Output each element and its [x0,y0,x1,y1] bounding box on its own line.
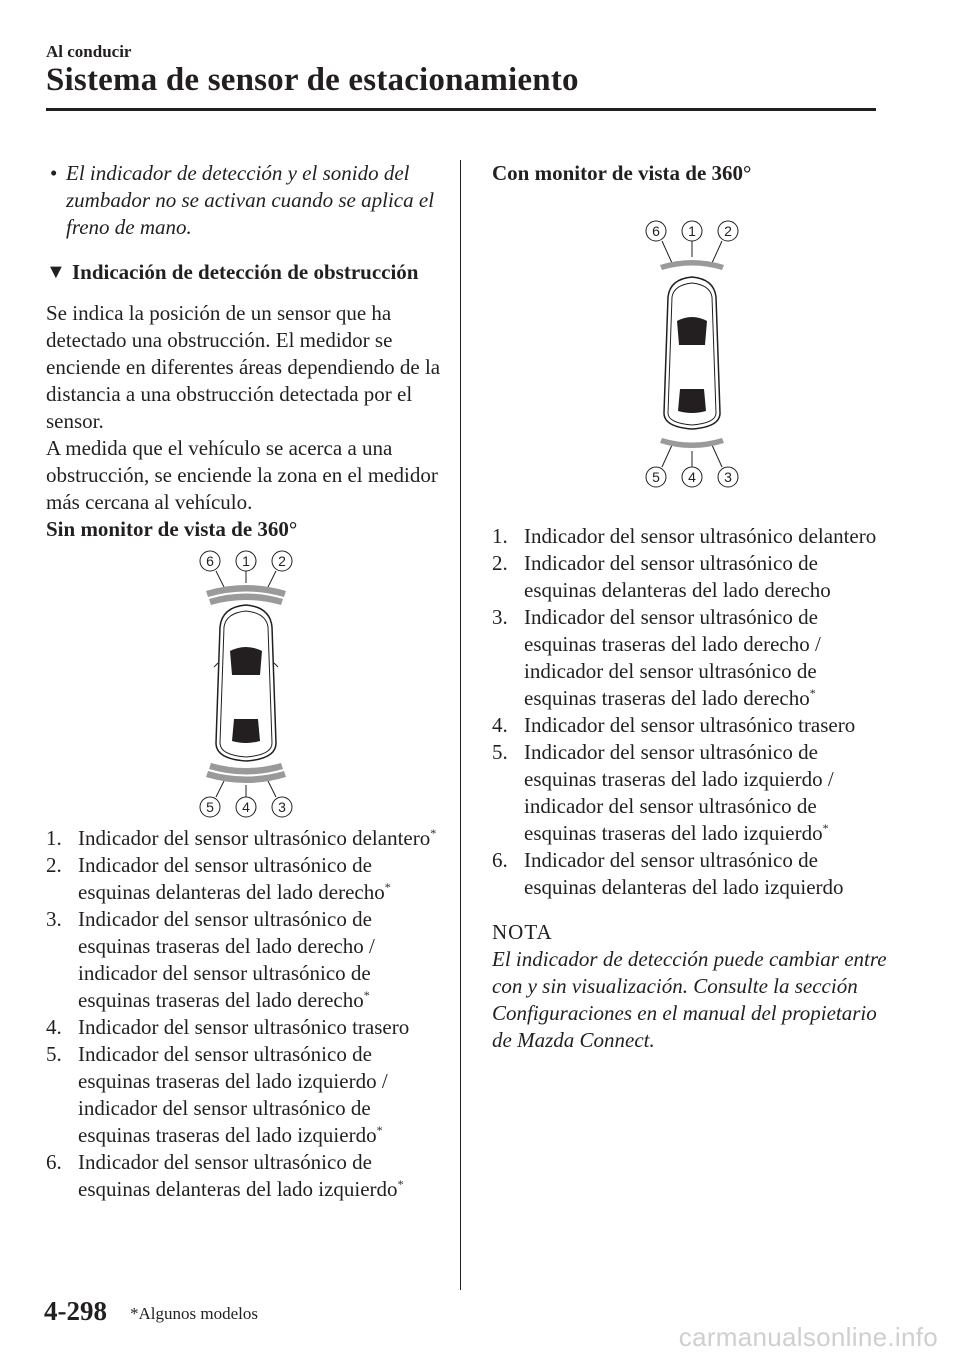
bullet-dot: • [50,161,58,185]
list-item [492,712,892,739]
figure-label: 6 [652,223,660,239]
figure-label: 2 [724,223,732,239]
list-item [46,852,446,906]
car-sensor-diagram-360 [622,213,762,495]
list-number: 4. [46,1015,62,1039]
list-text: Indicador del sensor ultrasónico de esquinas delanteras del lado derecho [78,853,385,904]
watermark: carmanualsonline.info [678,1322,938,1352]
list-text: Indicador del sensor ultrasónico delantero [78,826,431,850]
list-text: Indicador del sensor ultrasónico trasero [78,1015,410,1039]
title-rule [46,108,876,111]
note-heading: NOTA [492,920,553,944]
list-number: 5. [46,1042,62,1066]
list-text: Indicador del sensor ultrasónico delantero [524,524,877,548]
footnote-mark: * [376,1123,383,1137]
list-item [46,825,446,852]
list-text: Indicador del sensor ultrasónico de esquinas traseras del lado izquierdo / indicador del sensor ultrasónico de esquinas traseras del lado izquierdo [524,740,834,845]
list-item [492,523,892,550]
footnote-mark: * [384,880,391,894]
footnote: *Algunos modelos [130,1304,258,1323]
figure-label: 3 [724,469,732,485]
footnote-mark: * [430,826,437,840]
figure-label: 1 [688,223,696,239]
figure-heading: Con monitor de vista de 360° [492,161,752,185]
list-number: 3. [46,907,62,931]
note-text: El indicador de detección puede cambiar entre con y sin visualización. Consulte la sección Configuraciones en el manual del propietario de Mazda Connect. [492,947,887,1052]
page-number: 4-298 [44,1296,107,1326]
list-item [46,1041,446,1149]
figure-heading: Sin monitor de vista de 360° [46,517,298,541]
list-number: 1. [46,826,62,850]
list-text: Indicador del sensor ultrasónico de esquinas traseras del lado derecho / indicador del sensor ultrasónico de esquinas traseras del lado derecho [78,907,375,1012]
indicator-list [46,825,446,1203]
list-number: 6. [492,848,508,872]
list-item [46,1149,446,1203]
list-text: Indicador del sensor ultrasónico de esquinas traseras del lado derecho / indicador del sensor ultrasónico de esquinas traseras del lado derecho [524,605,821,710]
figure-label: 6 [206,553,214,569]
list-text: Indicador del sensor ultrasónico trasero [524,713,856,737]
list-number: 4. [492,713,508,737]
list-number: 5. [492,740,508,764]
right-column [492,160,892,1054]
list-item [492,604,892,712]
paragraph: Se indica la posición de un sensor que ha detectado una obstrucción. El medidor se enciende en diferentes áreas dependiendo de la distancia a una obstrucción detectada por el sensor. [46,301,441,433]
footnote-mark: * [397,1177,404,1191]
figure-label: 2 [278,553,286,569]
figure-label: 1 [242,553,250,569]
list-text: Indicador del sensor ultrasónico de esquinas traseras del lado izquierdo / indicador del sensor ultrasónico de esquinas traseras del lado izquierdo [78,1042,388,1147]
list-item [492,550,892,604]
figure-label: 5 [206,799,214,815]
list-item [46,906,446,1014]
list-number: 2. [492,551,508,575]
figure-label: 5 [652,469,660,485]
list-item [492,739,892,847]
section-label: Al conducir [46,42,132,61]
list-number: 1. [492,524,508,548]
list-text: Indicador del sensor ultrasónico de esquinas delanteras del lado derecho [524,551,831,602]
footnote-mark: * [809,686,816,700]
car-sensor-diagram [176,543,316,825]
page-title: Sistema de sensor de estacionamiento [46,62,579,98]
footnote-mark: * [822,821,829,835]
list-text: Indicador del sensor ultrasónico de esquinas delanteras del lado izquierdo [78,1150,398,1201]
list-item [492,847,892,901]
bullet-note [46,160,446,241]
subheading-text: Indicación de detección de obstrucción [72,260,419,284]
list-number: 3. [492,605,508,629]
indicator-list [492,523,892,901]
list-number: 6. [46,1150,62,1174]
list-item [46,1014,446,1041]
subheading [46,259,446,286]
figure-label: 4 [242,799,250,815]
list-number: 2. [46,853,62,877]
list-text: Indicador del sensor ultrasónico de esquinas delanteras del lado izquierdo [524,848,844,899]
left-column [46,160,446,1203]
triangle-down-icon: ▼ [46,261,66,283]
bullet-text: El indicador de detección y el sonido del zumbador no se activan cuando se aplica el freno de mano. [66,161,435,239]
column-divider [460,160,461,1290]
paragraph: A medida que el vehículo se acerca a una obstrucción, se enciende la zona en el medidor más cercana al vehículo. [46,436,438,514]
figure-label: 4 [688,469,696,485]
figure-label: 3 [278,799,286,815]
footnote-mark: * [363,988,370,1002]
